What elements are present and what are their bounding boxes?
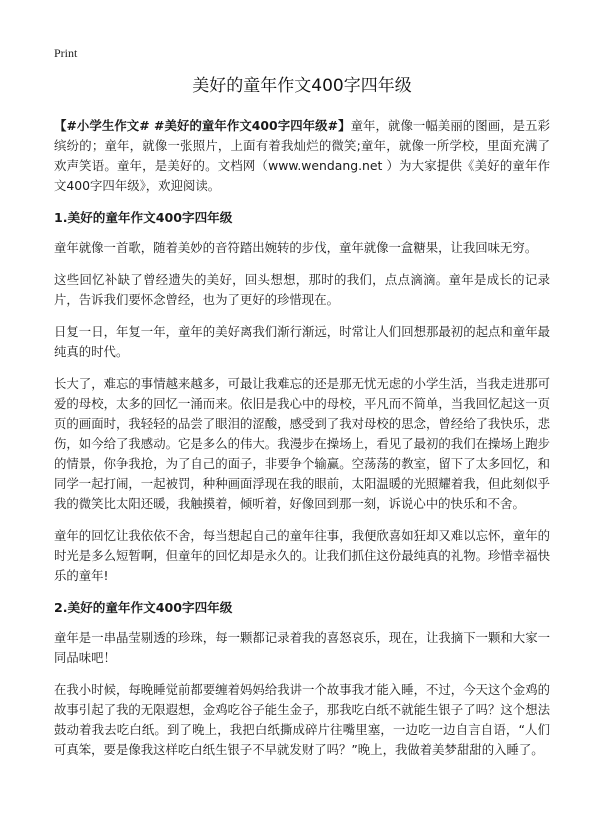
page-title: 美好的童年作文400字四年级 (192, 76, 412, 96)
paragraph: 长大了，难忘的事情越来越多，可最让我难忘的还是那无忧无虑的小学生活，当我走进那可爱的母校，太多的回忆一涌而来。依旧是我心中的母校，平凡而不简单，当我回忆起这一页页的画面时，我轻轻的品尝了眼泪的涩酸，感受到了我对母校的思念，曾经给了我快乐，悲伤，如今给了我感动。它是多么的伟大。我漫步在操场上，看见了最初的我们在操场上跑步的情景，你争我抢，为了自己的面子，非要争个输赢。空荡荡的教室，留下了太多回忆，和同学一起打闹，一起被罚，种种画面浮现在我的眼前，太阳温暖的光照耀着我，但此刻似乎我的微笑比太阳还暖，我触摸着，倾听着，好像回到那一刻，诉说心中的快乐和不舍。 (54, 376, 550, 511)
section-1 (54, 208, 550, 586)
section-heading: 1.美好的童年作文400字四年级 (54, 210, 233, 225)
section-2 (54, 598, 550, 760)
intro-tags: 【#小学生作文# #美好的童年作文400字四年级#】 (54, 118, 351, 133)
paragraph: 童年是一串晶莹剔透的珍珠，每一颗都记录着我的喜怒哀乐，现在，让我摘下一颗和大家一同品味吧！ (54, 630, 550, 665)
paragraph: 日复一日，年复一年，童年的美好离我们渐行渐远，时常让人们回想那最初的起点和童年最纯真的时代。 (54, 324, 550, 359)
paragraph: 童年的回忆让我依依不舍，每当想起自己的童年往事，我便欣喜如狂却又难以忘怀，童年的时光是多么短暂啊，但童年的回忆却是永久的。让我们抓住这份最纯真的礼物。珍惜幸福快乐的童年! (54, 528, 550, 583)
paragraph: 童年就像一首歌，随着美妙的音符踏出婉转的步伐，童年就像一盒糖果，让我回味无穷。 (54, 240, 538, 255)
intro-paragraph (54, 116, 550, 196)
intro-text: 童年，就像一幅美丽的图画，是五彩缤纷的；童年，就像一张照片，上面有着我灿烂的微笑;童年，就像一所学校，里面充满了欢声笑语。童年，是美好的。文档网（www.wendang.net ）为大家提供《美好的童年作文400字四年级》，欢迎阅读。 (54, 118, 550, 193)
paragraph: 这些回忆补缺了曾经遗失的美好，回头想想，那时的我们，点点滴滴。童年是成长的记录片，告诉我们要怀念曾经，也为了更好的珍惜现在。 (54, 272, 550, 307)
section-heading: 2.美好的童年作文400字四年级 (54, 600, 233, 615)
print-link[interactable]: Print (54, 46, 78, 60)
paragraph: 在我小时候，每晚睡觉前都要缠着妈妈给我讲一个故事我才能入睡，不过，今天这个金鸡的故事引起了我的无限遐想，金鸡吃谷子能生金子，那我吃白纸不就能生银子了吗？这个想法鼓动着我去吃白纸。到了晚上，我把白纸撕成碎片往嘴里塞，一边吃一边自言自语，“人们可真笨，要是像我这样吃白纸生银子不早就发财了吗？”晚上，我做着美梦甜甜的入睡了。 (54, 682, 550, 757)
